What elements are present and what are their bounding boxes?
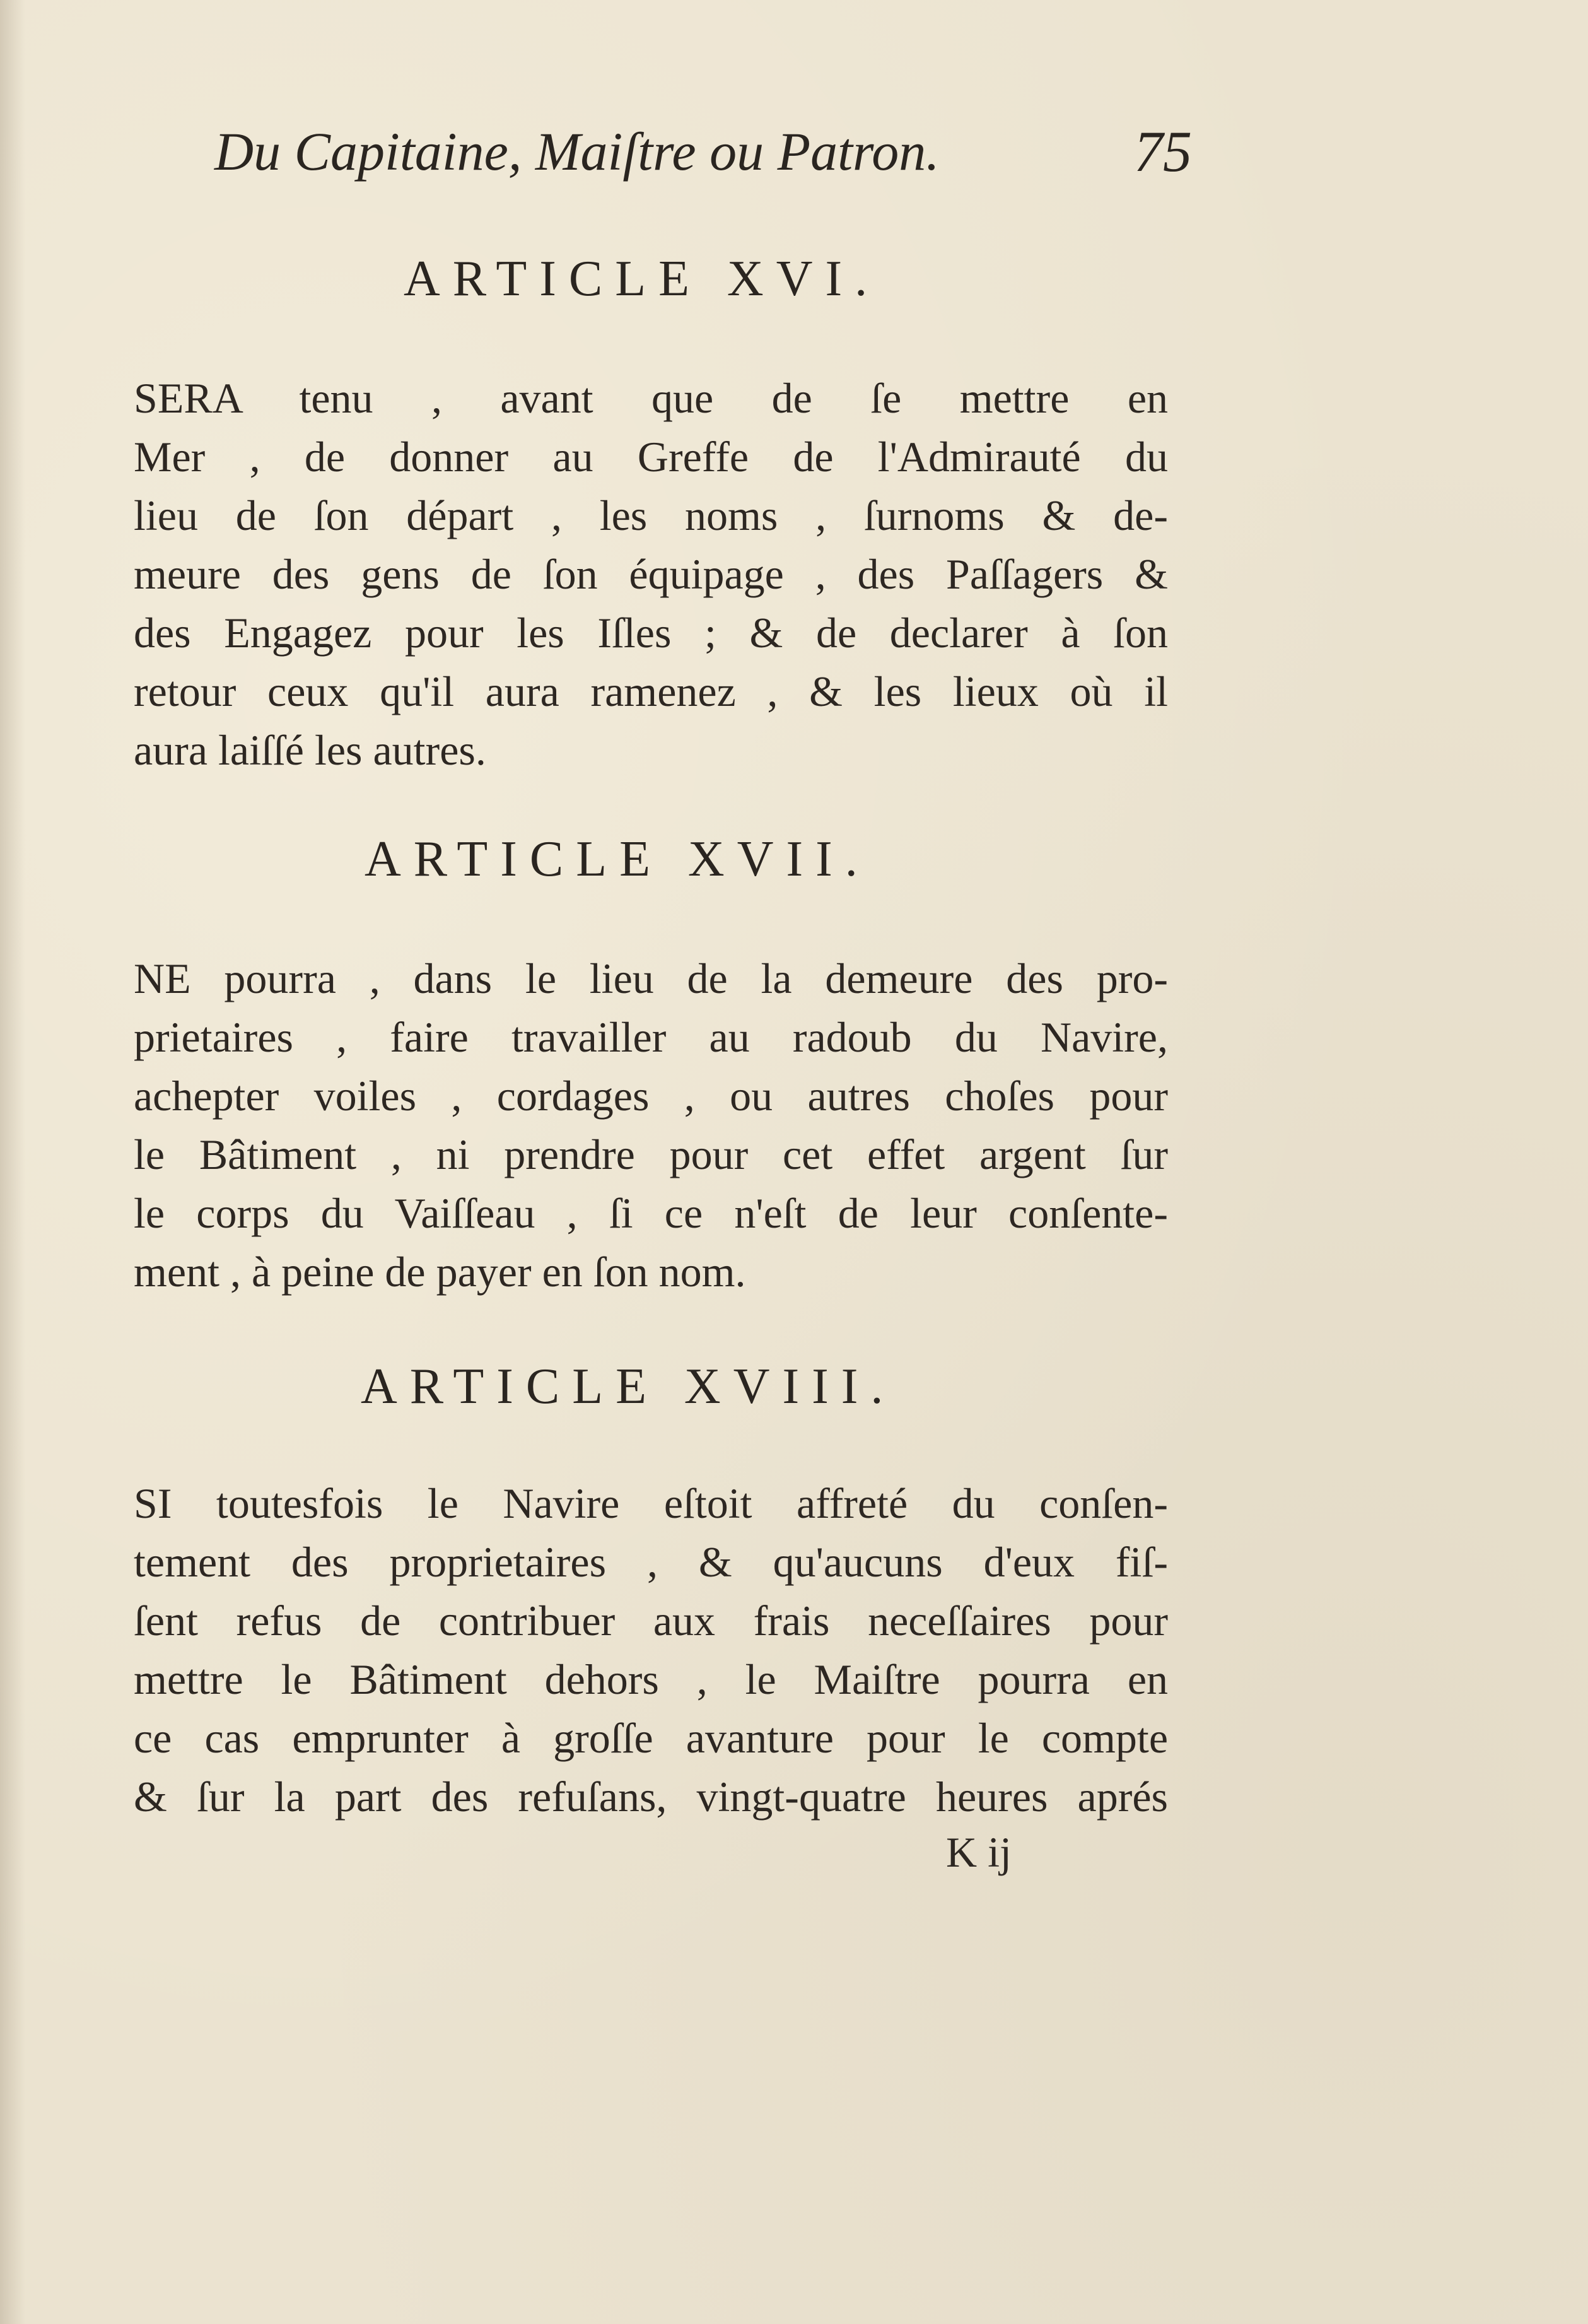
text-line: ce cas emprunter à groſſe avanture pour le compte <box>134 1714 1168 1762</box>
text-line: meure des gens de ſon équipage , des Paſſagers & <box>134 550 1168 598</box>
article-body-xviii <box>134 1474 1168 1826</box>
text-line: retour ceux qu'il aura ramenez , & les lieux où il <box>134 667 1168 715</box>
text-line: NE pourra , dans le lieu de la demeure des pro- <box>134 954 1168 1002</box>
running-head <box>208 117 1192 192</box>
article-heading-xviii: ARTICLE XVIII. <box>361 1359 896 1414</box>
text-line: tement des proprietaires , & qu'aucuns d'eux fiſ- <box>134 1538 1168 1586</box>
text-line: prietaires , faire travailler au radoub du Navire, <box>134 1013 1168 1061</box>
article-heading-xvii: ARTICLE XVII. <box>365 831 870 887</box>
text-line: & ſur la part des refuſans, vingt-quatre heures aprés <box>134 1773 1168 1821</box>
text-line: lieu de ſon départ , les noms , ſurnoms & de- <box>134 491 1168 539</box>
text-line: ſent refus de contribuer aux frais neceſſaires pour <box>134 1597 1168 1645</box>
article-body-xvii <box>134 949 1168 1301</box>
signature-mark: K ij <box>946 1828 1012 1876</box>
article-body-xvi <box>134 369 1168 780</box>
running-title: Du Capitaine, Maiſtre ou Patron. <box>214 121 940 182</box>
text-line: des Engagez pour les Iſles ; & de declarer à ſon <box>134 609 1168 657</box>
binding-gutter-shadow <box>0 0 25 2324</box>
text-line: Mer , de donner au Greffe de l'Admirauté du <box>134 433 1168 481</box>
text-line: mettre le Bâtiment dehors , le Maiſtre pourra en <box>134 1655 1168 1703</box>
text-line: SI toutesfois le Navire eſtoit affreté du conſen- <box>134 1479 1168 1527</box>
text-line: le corps du Vaiſſeau , ſi ce n'eſt de leur conſente- <box>134 1189 1168 1237</box>
text-line: aura laiſſé les autres. <box>134 726 486 774</box>
article-heading-xvi: ARTICLE XVI. <box>404 251 880 307</box>
page-number: 75 <box>1134 119 1192 184</box>
text-line: SERA tenu , avant que de ſe mettre en <box>134 374 1168 422</box>
text-line: le Bâtiment , ni prendre pour cet effet argent ſur <box>134 1130 1168 1178</box>
text-line: achepter voiles , cordages , ou autres choſes pour <box>134 1072 1168 1120</box>
text-line: ment , à peine de payer en ſon nom. <box>134 1248 746 1296</box>
